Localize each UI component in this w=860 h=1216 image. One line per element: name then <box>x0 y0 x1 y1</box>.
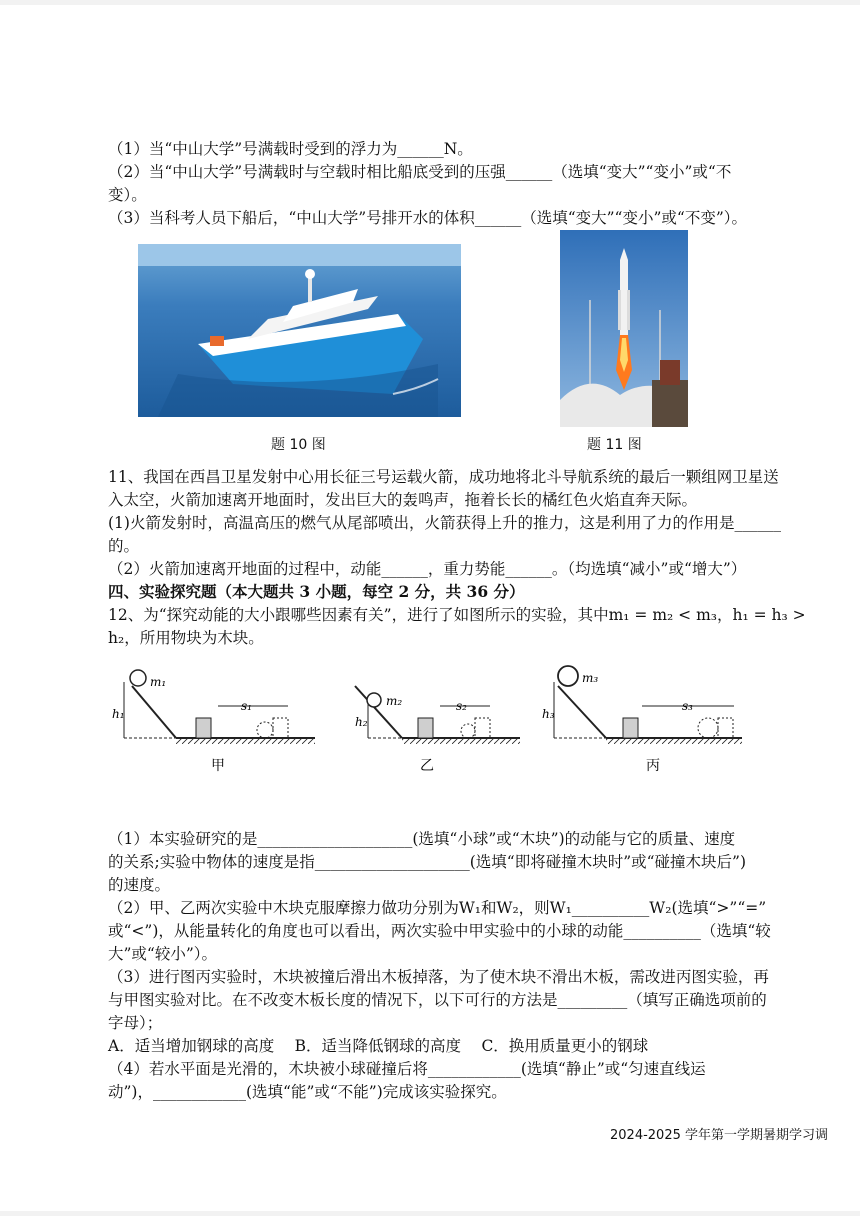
q12-p2-line-3: 大”或“较小”）。 <box>108 945 218 963</box>
ball-m2 <box>367 693 381 707</box>
q11-line-3: (1)火箭发射时，高温高压的燃气从尾部喷出，火箭获得上升的推力，这是利用了力的作用是______ <box>108 514 781 532</box>
q10-line-3: 变）。 <box>108 186 147 204</box>
fig-11-caption: 题 11 图 <box>587 437 642 453</box>
label-s2: s₂ <box>456 699 467 713</box>
wood-block-2 <box>418 718 433 738</box>
q10-line-1: （1）当“中山大学”号满载时受到的浮力为______N。 <box>108 140 473 158</box>
label-m2: m₂ <box>386 694 403 708</box>
section-4-heading: 四、实验探究题（本大题共 3 小题，每空 2 分，共 36 分） <box>108 582 525 601</box>
q12-p3-line-1: （3）进行图丙实验时，木块被撞后滑出木板掉落，为了使木块不滑出木板，需改进丙图实验，再 <box>108 968 769 986</box>
caption-jia: 甲 <box>211 758 225 774</box>
label-s3: s₃ <box>682 699 693 713</box>
label-h2: h₂ <box>355 715 368 729</box>
ship-photo <box>138 244 461 417</box>
q11-line-2: 入太空，火箭加速离开地面时，发出巨大的轰鸣声，拖着长长的橘红色火焰直奔天际。 <box>108 491 698 509</box>
q12-p2-line-2: 或“<”)，从能量转化的角度也可以看出，两次实验中甲实验中的小球的动能__________（选填“较 <box>108 922 771 940</box>
wood-block-1 <box>196 718 211 738</box>
ball-m1 <box>130 670 146 686</box>
label-s1: s₁ <box>241 699 252 713</box>
caption-yi: 乙 <box>420 758 434 774</box>
q10-line-4: （3）当科考人员下船后，“中山大学”号排开水的体积______（选填“变大”“变小”或“不变”）。 <box>108 209 748 227</box>
diagram-fig-2 <box>355 686 520 774</box>
fig-10-caption: 题 10 图 <box>271 437 326 453</box>
experiment-diagram <box>110 660 750 785</box>
ball-m3 <box>558 666 578 686</box>
page-footer: 2024-2025 学年第一学期暑期学习调 <box>610 1128 828 1143</box>
wood-block-3 <box>623 718 638 738</box>
q12-p2-line-1: （2）甲、乙两次实验中木块克服摩擦力做功分别为W₁和W₂，则W₁__________W₂(选填“>”“=” <box>108 899 767 917</box>
label-h1: h₁ <box>112 707 125 721</box>
rocket-photo <box>560 230 688 427</box>
q12-p3-line-2: 与甲图实验对比。在不改变木板长度的情况下，以下可行的方法是_________（填写正确选项前的 <box>108 991 767 1009</box>
q12-p1-line-2: 的关系;实验中物体的速度是指____________________(选填“即将碰撞木块时”或“碰撞木块后”) <box>108 853 747 871</box>
q12-p3-line-3: 字母）； <box>108 1014 163 1032</box>
top-edge <box>0 0 860 5</box>
q12-p4-line-1: （4）若水平面是光滑的，木块被小球碰撞后将____________(选填“静止”或“匀速直线运 <box>108 1060 706 1078</box>
q12-p1-line-1: （1）本实验研究的是____________________(选填“小球”或“木块”)的动能与它的质量、速度 <box>108 830 736 848</box>
q11-line-1: 11、我国在西昌卫星发射中心用长征三号运载火箭，成功地将北斗导航系统的最后一颗组网卫星送 <box>108 468 779 486</box>
q12-line-2: h₂，所用物块为木块。 <box>108 629 264 647</box>
diagram-fig-1 <box>112 670 315 774</box>
bottom-edge <box>0 1211 860 1216</box>
q12-options: A．适当增加钢球的高度 B．适当降低钢球的高度 C．换用质量更小的钢球 <box>108 1037 649 1055</box>
q11-line-5: （2）火箭加速离开地面的过程中，动能______，重力势能______。（均选填“减小”或“增大”） <box>108 560 747 578</box>
label-h3: h₃ <box>542 707 555 721</box>
label-m1: m₁ <box>150 675 167 689</box>
caption-bing: 丙 <box>646 758 660 774</box>
diagram-fig-3 <box>542 666 742 774</box>
label-m3: m₃ <box>582 671 599 685</box>
q12-p1-line-3: 的速度。 <box>108 876 171 894</box>
q11-line-4: 的。 <box>108 537 140 555</box>
q12-line-1: 12、为“探究动能的大小跟哪些因素有关”，进行了如图所示的实验，其中m₁ = m₂ < m₃，h₁ = h₃ > <box>108 606 806 624</box>
q12-p4-line-2: 动”)，____________(选填“能”或“不能”)完成该实验探究。 <box>108 1083 507 1101</box>
q10-line-2: （2）当“中山大学”号满载时与空载时相比船底受到的压强______（选填“变大”“变小”或“不 <box>108 163 732 181</box>
